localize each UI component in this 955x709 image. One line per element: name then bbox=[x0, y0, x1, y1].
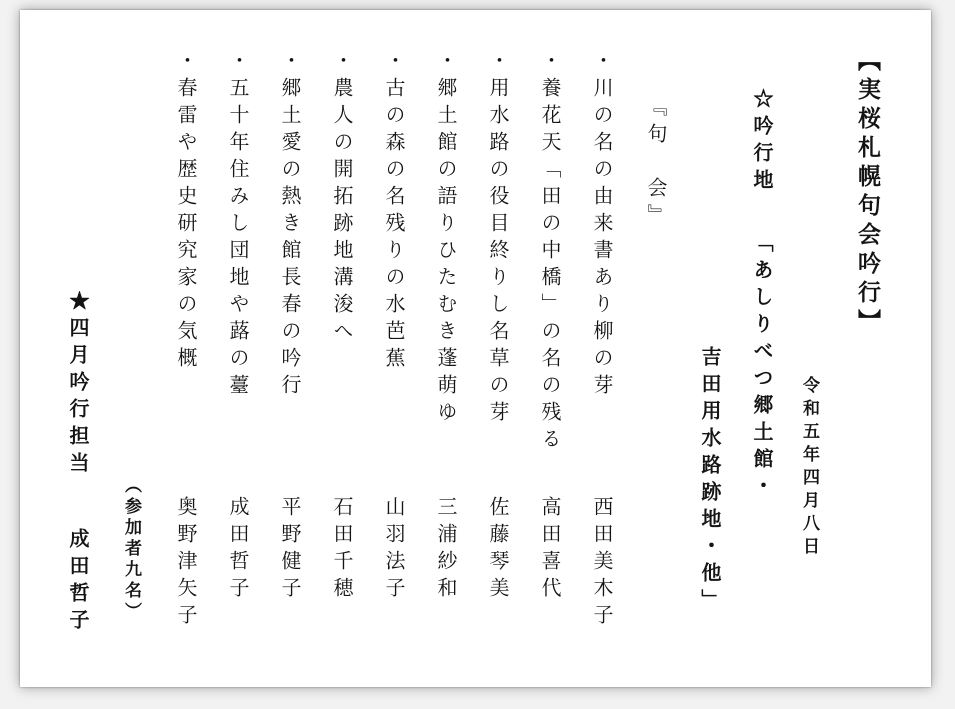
poem-author: 高田喜代 bbox=[538, 496, 562, 604]
poem-author: 山羽法子 bbox=[382, 496, 406, 604]
location-line2: 吉田用水路跡地・他」 bbox=[698, 346, 722, 616]
poem-author: 平野健子 bbox=[278, 496, 302, 604]
document-page bbox=[20, 10, 931, 687]
organizer-label: ★四月吟行担当 bbox=[66, 290, 90, 479]
section-header: 『句 会』 bbox=[644, 96, 668, 231]
poem-text: ・川の名の由来書あり柳の芽 bbox=[590, 50, 614, 401]
poem-text: ・郷土館の語りひたむき蓬萌ゆ bbox=[434, 50, 458, 428]
poem-author: 三浦紗和 bbox=[434, 496, 458, 604]
location-line1: 「あしりべつ郷土館・ bbox=[750, 232, 774, 502]
poem-text: ・春雷や歴史研究家の気概 bbox=[174, 50, 198, 374]
poem-text: ・五十年住みし団地や蕗の薹 bbox=[226, 50, 250, 401]
poem-author: 佐藤琴美 bbox=[486, 496, 510, 604]
location-label: ☆吟行地 bbox=[750, 88, 774, 196]
organizer-name: 成田哲子 bbox=[66, 528, 90, 636]
poem-text: ・養花天「田の中橋」の名の残る bbox=[538, 50, 562, 455]
poem-author: 西田美木子 bbox=[590, 496, 614, 631]
poem-text: ・郷土愛の熱き館長春の吟行 bbox=[278, 50, 302, 401]
poem-author: 石田千穂 bbox=[330, 496, 354, 604]
poem-text: ・農人の開拓跡地溝浚へ bbox=[330, 50, 354, 347]
poem-author: 成田哲子 bbox=[226, 496, 250, 604]
participants-count: （参加者九名） bbox=[121, 476, 141, 623]
poem-text: ・用水路の役目終りし名草の芽 bbox=[486, 50, 510, 428]
event-date: 令和五年四月八日 bbox=[799, 376, 819, 560]
poem-author: 奥野津矢子 bbox=[174, 496, 198, 631]
poem-text: ・古の森の名残りの水芭蕉 bbox=[382, 50, 406, 374]
document-title: 【実桜札幌句会吟行】 bbox=[854, 48, 881, 338]
